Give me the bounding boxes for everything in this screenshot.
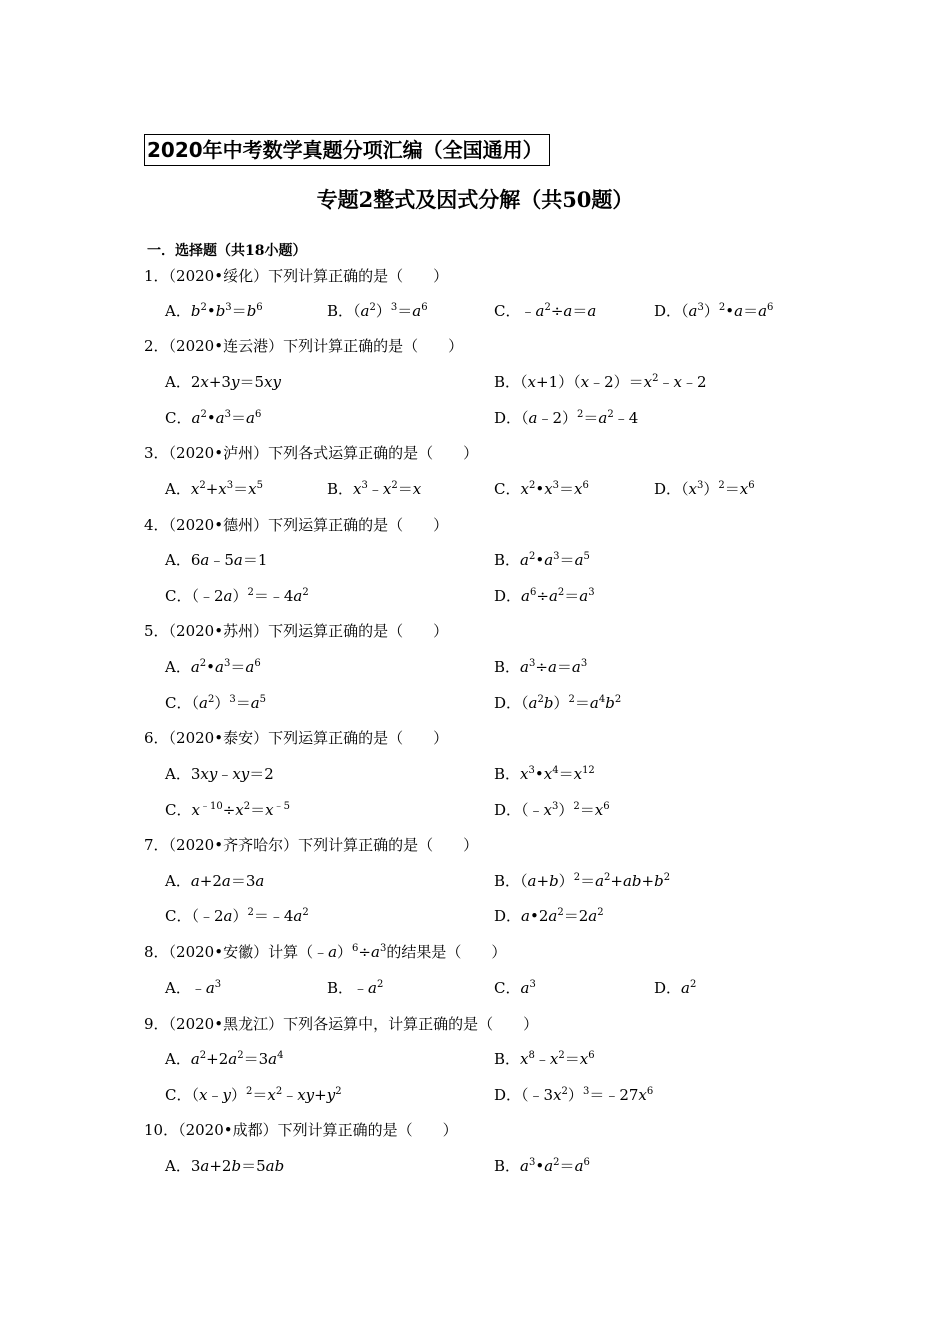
option-b: B．$(a+b)^2=a^2+ab+b^2$ — [494, 872, 671, 890]
option-a: A．2x+3y＝5xy — [165, 373, 281, 391]
question-stem: 4．（2020•德州）下列运算正确的是（ ） — [144, 516, 449, 534]
question-stem: 7．（2020•齐齐哈尔）下列计算正确的是（ ） — [144, 836, 479, 854]
question-stem: 2．（2020•连云港）下列计算正确的是（ ） — [144, 337, 464, 355]
question-stem: 9．（2020•黑龙江）下列各运算中，计算正确的是（ ） — [144, 1015, 539, 1033]
option-c: C．$(x﹣y)^2=x^2﹣xy+y^2$ — [165, 1086, 342, 1104]
option-c: C．$x^{﹣10}\div x^2=x^{﹣5}$ — [165, 801, 290, 819]
option-b: B．$x^3•x^4=x^{12}$ — [494, 765, 595, 783]
question-stem: 6．（2020•泰安）下列运算正确的是（ ） — [144, 729, 449, 747]
option-b: B．$x^8﹣x^2=x^6$ — [494, 1050, 595, 1068]
option-a: A．3xy﹣xy＝2 — [165, 765, 274, 783]
option-d: D．$(a^2b)^2=a^4b^2$ — [494, 694, 622, 712]
option-d: D．$(﹣x^3)^2=x^6$ — [494, 801, 610, 819]
option-c: C．$(﹣2a)^2=﹣4a^2$ — [165, 587, 309, 605]
option-d: D．$a^2$ — [654, 979, 697, 997]
option-c: C．$(﹣2a)^2=﹣4a^2$ — [165, 907, 309, 925]
option-b: B．$a^3•a^2=a^6$ — [494, 1157, 590, 1175]
page-title: 专题2整式及因式分解（共50题） — [316, 187, 634, 212]
option-a: A．$﹣a^3$ — [165, 979, 222, 997]
option-a: A．$a^2•a^3=a^6$ — [165, 658, 261, 676]
option-b: B．$x^3﹣x^2=x$ — [327, 480, 422, 498]
option-b: B．$(x+1)(x﹣2)=x^2﹣x﹣2$ — [494, 373, 707, 391]
option-c: C．$(a^2)^3=a^5$ — [165, 694, 267, 712]
option-a: A．$x^2+x^3=x^5$ — [165, 480, 263, 498]
option-d: D．$(a﹣2)^2=a^2﹣4$ — [494, 409, 639, 427]
option-b: B．$﹣a^2$ — [327, 979, 384, 997]
option-a: A．$a^2+2a^2=3a^4$ — [165, 1050, 284, 1068]
question-stem: 10．（2020•成都）下列计算正确的是（ ） — [144, 1121, 458, 1139]
section-heading: 一．选择题（共18小题） — [147, 243, 307, 259]
question-stem: 8．（2020•安徽）计算$(﹣a)^6\div a^3$的结果是（ ） — [144, 943, 507, 961]
option-a: A．a+2a＝3a — [165, 872, 265, 890]
option-b: B．$(a^2)^3=a^6$ — [327, 302, 428, 320]
option-a: A．6a﹣5a＝1 — [165, 551, 268, 569]
option-d: D．$(x^3)^2=x^6$ — [654, 480, 755, 498]
option-b: B．$a^2•a^3=a^5$ — [494, 551, 590, 569]
option-b: B．$a^3\div a=a^3$ — [494, 658, 588, 676]
collection-header: 2020年中考数学真题分项汇编（全国通用） — [144, 134, 550, 166]
option-d: D．$(﹣3x^2)^3=﹣27x^6$ — [494, 1086, 654, 1104]
question-stem: 3．（2020•泸州）下列各式运算正确的是（ ） — [144, 444, 479, 462]
option-d: D．$a^6\div a^2=a^3$ — [494, 587, 595, 605]
option-d: D．$a•2a^2=2a^2$ — [494, 907, 604, 925]
question-stem: 1．（2020•绥化）下列计算正确的是（ ） — [144, 267, 449, 285]
option-c: C．$a^3$ — [494, 979, 536, 997]
option-a: A．3a+2b＝5ab — [165, 1157, 285, 1175]
question-stem: 5．（2020•苏州）下列运算正确的是（ ） — [144, 622, 449, 640]
option-c: C．$x^2•x^3=x^6$ — [494, 480, 589, 498]
option-a: A．$b^2•b^3=b^6$ — [165, 302, 263, 320]
option-d: D．$(a^3)^2•a=a^6$ — [654, 302, 774, 320]
option-c: C．$﹣a^2\div a=a$ — [494, 302, 597, 320]
option-c: C．$a^2•a^3=a^6$ — [165, 409, 262, 427]
